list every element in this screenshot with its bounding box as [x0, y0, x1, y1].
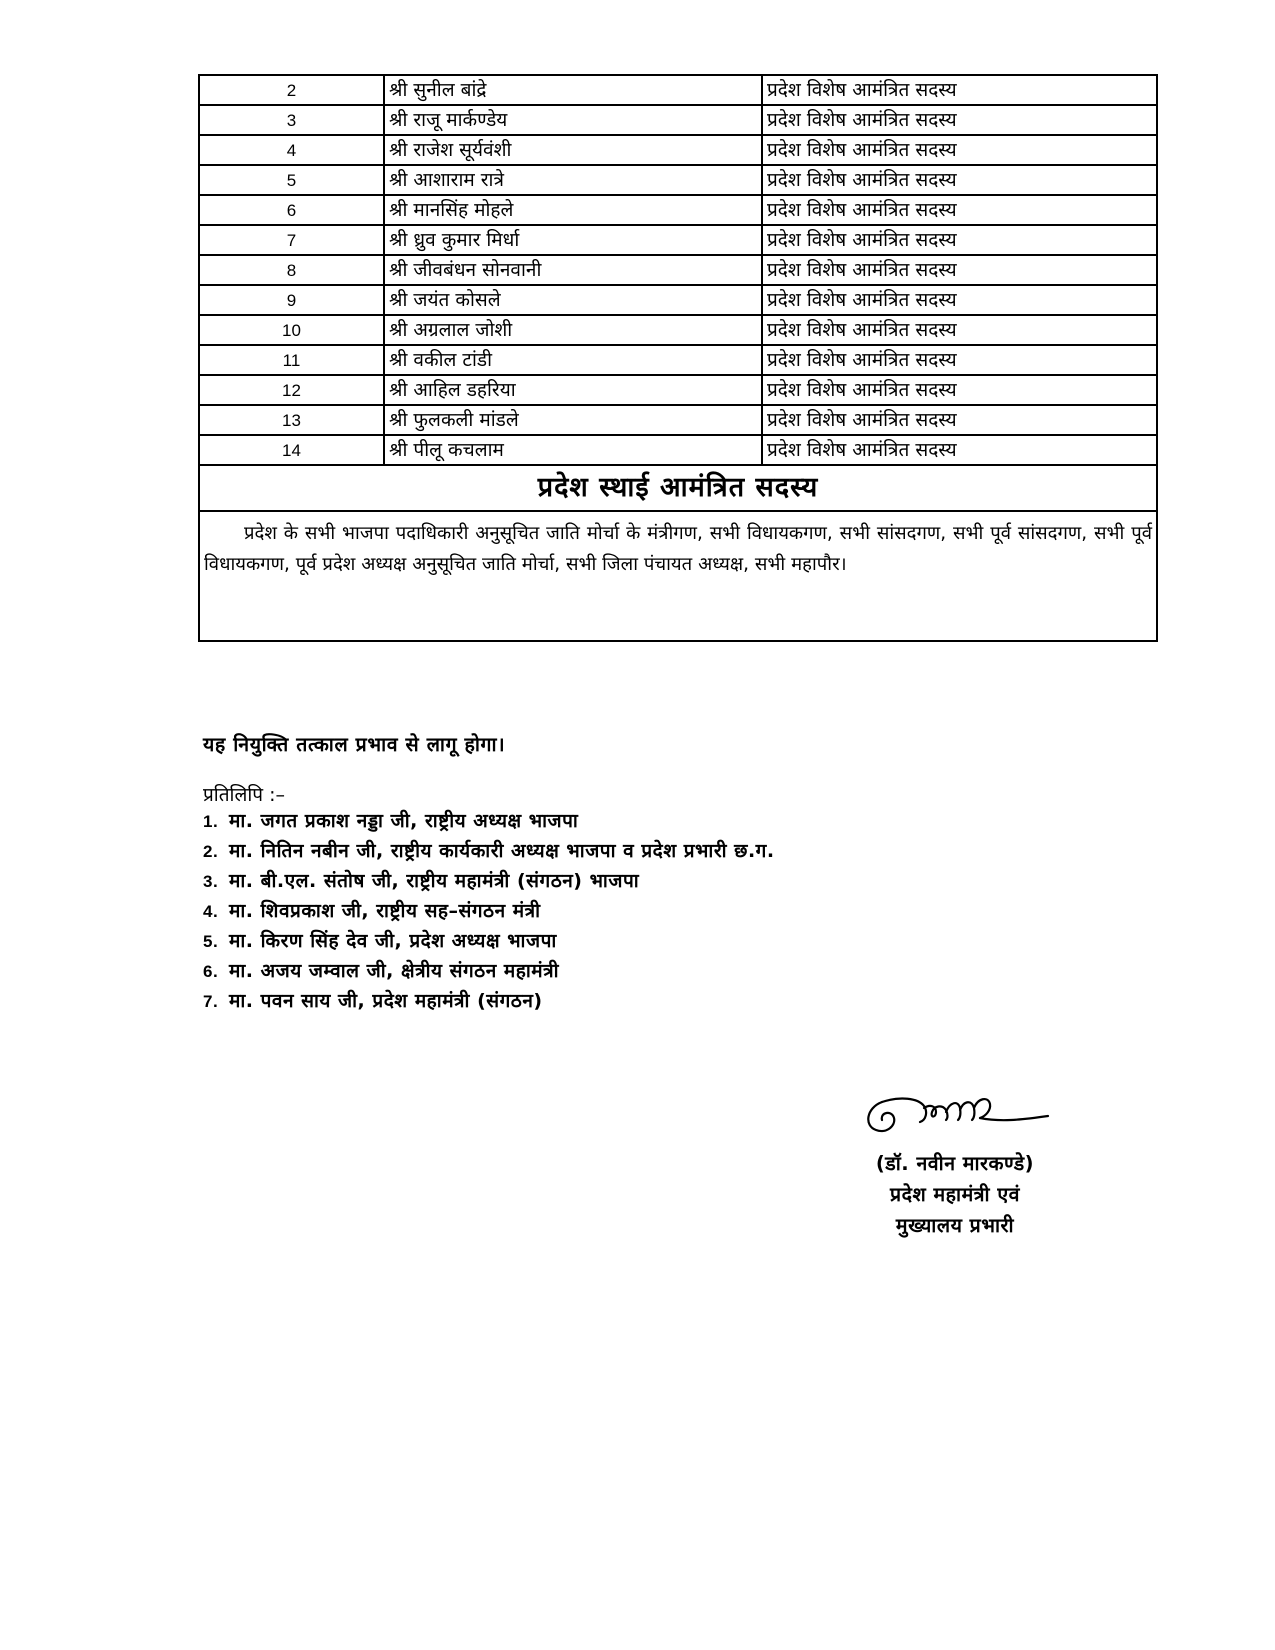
copy-to-heading: प्रतिलिपि :–: [203, 784, 286, 806]
signatory-name: (डॉ. नवीन मारकण्डे): [875, 1152, 1035, 1175]
member-name: श्री ध्रुव कुमार मिर्धा: [384, 225, 762, 255]
list-item-text: मा. अजय जम्वाल जी, क्षेत्रीय संगठन महामंत्री: [229, 960, 560, 982]
table-row: [199, 255, 1157, 285]
row-number: 9: [199, 285, 384, 315]
list-item: [203, 986, 775, 1016]
copy-to-list: [203, 806, 775, 1016]
list-item-number: 1.: [203, 812, 219, 831]
list-item: [203, 896, 775, 926]
member-name: श्री मानसिंह मोहले: [384, 195, 762, 225]
list-item-number: 5.: [203, 932, 219, 951]
table-row: [199, 195, 1157, 225]
member-post: प्रदेश विशेष आमंत्रित सदस्य: [762, 345, 1157, 375]
list-item-text: मा. बी.एल. संतोष जी, राष्ट्रीय महामंत्री (संगठन) भाजपा: [229, 870, 640, 892]
member-name: श्री आहिल डहरिया: [384, 375, 762, 405]
list-item-number: 7.: [203, 992, 219, 1011]
list-item-text: मा. शिवप्रकाश जी, राष्ट्रीय सह–संगठन मंत्री: [229, 900, 541, 922]
signatory-block: [810, 1148, 1100, 1241]
member-post: प्रदेश विशेष आमंत्रित सदस्य: [762, 405, 1157, 435]
signature-image: [860, 1082, 1050, 1142]
list-item-number: 6.: [203, 962, 219, 981]
table-row: [199, 285, 1157, 315]
list-item: [203, 806, 775, 836]
list-item-number: 2.: [203, 842, 219, 861]
member-name: श्री जयंत कोसले: [384, 285, 762, 315]
table-row: [199, 345, 1157, 375]
row-number: 13: [199, 405, 384, 435]
member-name: श्री राजेश सूर्यवंशी: [384, 135, 762, 165]
member-name: श्री वकील टांडी: [384, 345, 762, 375]
list-item-number: 3.: [203, 872, 219, 891]
row-number: 5: [199, 165, 384, 195]
table-row: [199, 135, 1157, 165]
table-row: [199, 405, 1157, 435]
table-row: [199, 105, 1157, 135]
member-name: श्री सुनील बांद्रे: [384, 75, 762, 105]
member-post: प्रदेश विशेष आमंत्रित सदस्य: [762, 195, 1157, 225]
member-post: प्रदेश विशेष आमंत्रित सदस्य: [762, 225, 1157, 255]
member-name: श्री राजू मार्कण्डेय: [384, 105, 762, 135]
member-name: श्री पीलू कचलाम: [384, 435, 762, 465]
member-name: श्री आशाराम रात्रे: [384, 165, 762, 195]
member-post: प्रदेश विशेष आमंत्रित सदस्य: [762, 105, 1157, 135]
permanent-members-description: प्रदेश के सभी भाजपा पदाधिकारी अनुसूचित जाति मोर्चा के मंत्रीगण, सभी विधायकगण, सभी सांसदगण, सभी पूर्व सांसदगण, सभी पूर्व विधायकगण, पूर्व प्रदेश अध्यक्ष अनुसूचित जाति मोर्चा, सभी जिला पंचायत अध्यक्ष, सभी महापौर।: [199, 511, 1157, 641]
effect-note: यह नियुक्ति तत्काल प्रभाव से लागू होगा।: [203, 733, 506, 756]
permanent-members-heading-row: [199, 465, 1157, 511]
members-table: [198, 74, 1158, 642]
list-item-text: मा. जगत प्रकाश नड्डा जी, राष्ट्रीय अध्यक्ष भाजपा: [229, 810, 579, 832]
member-post: प्रदेश विशेष आमंत्रित सदस्य: [762, 375, 1157, 405]
permanent-members-section: [199, 465, 1157, 641]
list-item-number: 4.: [203, 902, 219, 921]
member-name: श्री अग्रलाल जोशी: [384, 315, 762, 345]
members-table-body: [199, 75, 1157, 465]
list-item-text: मा. किरण सिंह देव जी, प्रदेश अध्यक्ष भाजपा: [229, 930, 557, 952]
table-row: [199, 165, 1157, 195]
permanent-members-heading: प्रदेश स्थाई आमंत्रित सदस्य: [199, 465, 1157, 511]
list-item-text: मा. नितिन नबीन जी, राष्ट्रीय कार्यकारी अध्यक्ष भाजपा व प्रदेश प्रभारी छ.ग.: [229, 840, 775, 862]
member-post: प्रदेश विशेष आमंत्रित सदस्य: [762, 165, 1157, 195]
row-number: 14: [199, 435, 384, 465]
member-post: प्रदेश विशेष आमंत्रित सदस्य: [762, 75, 1157, 105]
row-number: 8: [199, 255, 384, 285]
row-number: 11: [199, 345, 384, 375]
row-number: 12: [199, 375, 384, 405]
list-item: [203, 956, 775, 986]
row-number: 10: [199, 315, 384, 345]
member-post: प्रदेश विशेष आमंत्रित सदस्य: [762, 435, 1157, 465]
member-post: प्रदेश विशेष आमंत्रित सदस्य: [762, 135, 1157, 165]
list-item: [203, 836, 775, 866]
member-name: श्री जीवबंधन सोनवानी: [384, 255, 762, 285]
row-number: 3: [199, 105, 384, 135]
list-item: [203, 866, 775, 896]
table-row: [199, 225, 1157, 255]
signatory-designation: प्रदेश महामंत्री एवं: [890, 1183, 1020, 1206]
list-item: [203, 926, 775, 956]
row-number: 6: [199, 195, 384, 225]
table-row: [199, 315, 1157, 345]
signatory-charge: मुख्यालय प्रभारी: [895, 1214, 1015, 1237]
list-item-text: मा. पवन साय जी, प्रदेश महामंत्री (संगठन): [229, 990, 543, 1012]
row-number: 4: [199, 135, 384, 165]
permanent-members-body-row: [199, 511, 1157, 641]
row-number: 7: [199, 225, 384, 255]
table-row: [199, 375, 1157, 405]
row-number: 2: [199, 75, 384, 105]
member-post: प्रदेश विशेष आमंत्रित सदस्य: [762, 285, 1157, 315]
member-name: श्री फुलकली मांडले: [384, 405, 762, 435]
member-post: प्रदेश विशेष आमंत्रित सदस्य: [762, 315, 1157, 345]
table-row: [199, 75, 1157, 105]
table-row: [199, 435, 1157, 465]
member-post: प्रदेश विशेष आमंत्रित सदस्य: [762, 255, 1157, 285]
